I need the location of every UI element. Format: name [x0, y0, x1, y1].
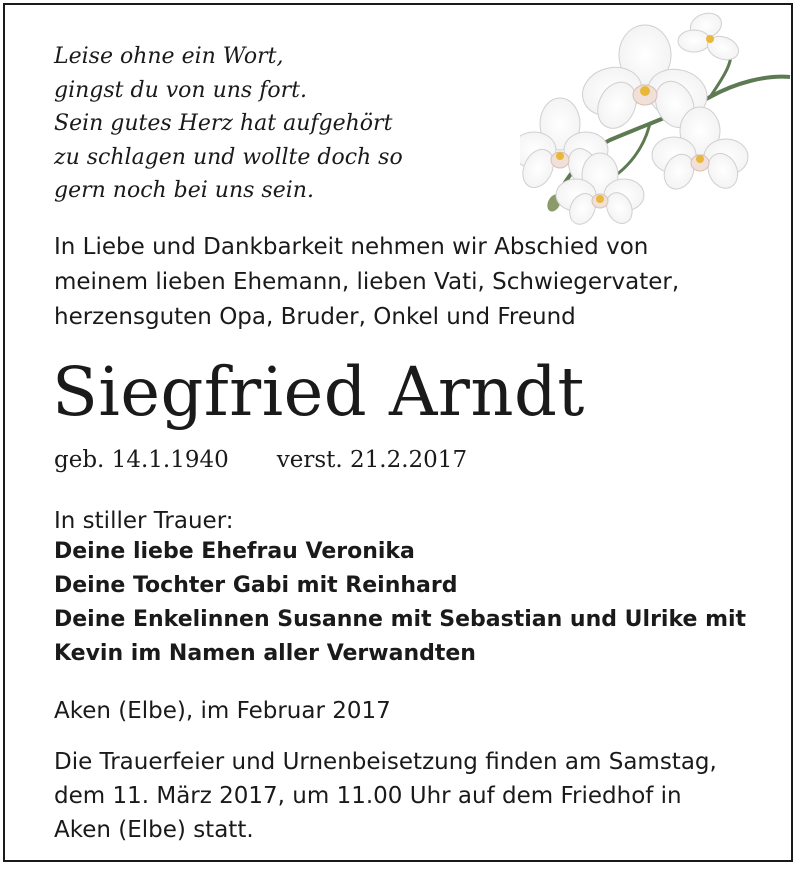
deceased-name: Siegfried Arndt: [52, 353, 585, 431]
mourners-list: [54, 535, 746, 671]
poem-line: Leise ohne ein Wort,: [54, 44, 284, 69]
life-dates: [54, 444, 467, 476]
intro-line: In Liebe und Dankbarkeit nehmen wir Abschied von: [54, 234, 649, 260]
poem-line: gingst du von uns fort.: [54, 77, 307, 103]
mourner-line: Kevin im Namen aller Verwandten: [54, 641, 476, 666]
birth-date: geb. 14.1.1940: [54, 447, 229, 473]
service-line: dem 11. März 2017, um 11.00 Uhr auf dem Friedhof in: [54, 783, 682, 809]
intro-line: herzensguten Opa, Bruder, Onkel und Freund: [54, 304, 576, 330]
poem: [54, 40, 403, 208]
poem-line: Sein gutes Herz hat aufgehört: [54, 111, 393, 136]
service-info: [54, 745, 717, 847]
mourners-intro: In stiller Trauer:: [54, 508, 234, 534]
mourner-line: Deine Enkelinnen Susanne mit Sebastian und Ulrike mit: [54, 607, 747, 632]
service-line: Aken (Elbe) statt.: [54, 817, 254, 843]
mourner-line: Deine liebe Ehefrau Veronika: [54, 539, 415, 564]
orchid-icon: [520, 5, 795, 235]
place-date: Aken (Elbe), im Februar 2017: [54, 698, 391, 724]
service-line: Die Trauerfeier und Urnenbeisetzung finden am Samstag,: [54, 749, 717, 775]
intro-line: meinem lieben Ehemann, lieben Vati, Schwiegervater,: [54, 269, 680, 295]
poem-line: gern noch bei uns sein.: [54, 178, 314, 203]
poem-line: zu schlagen und wollte doch so: [54, 144, 403, 170]
intro-text: [54, 230, 679, 335]
death-date: verst. 21.2.2017: [276, 447, 468, 473]
mourner-line: Deine Tochter Gabi mit Reinhard: [54, 573, 458, 598]
